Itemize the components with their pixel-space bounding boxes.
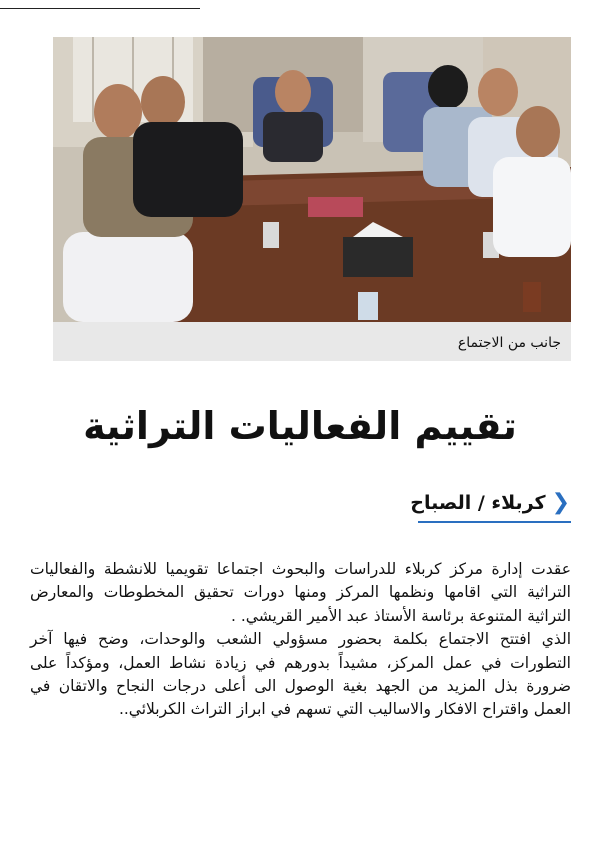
article-body [30, 558, 571, 722]
meeting-photo [53, 37, 571, 322]
photo-caption: جانب من الاجتماع [457, 335, 561, 351]
article-headline: تقييم الفعاليات التراثية [83, 404, 517, 448]
chevron-left-icon: ❮ [551, 490, 570, 515]
photo-frame [53, 37, 571, 361]
paragraph: عقدت إدارة مركز كربلاء للدراسات والبحوث اجتماعا تقويميا للانشطة والفعاليات التراثية التي اقامها ونظمها المركز ومنها دورات تحقيق المخطوطات والمعارض التراثية المتنوعة برئاسة الأستاذ عبد الأمير القريشي. . [30, 560, 571, 625]
byline-text: كربلاء / الصباح [410, 492, 546, 514]
paragraph: الذي افتتح الاجتماع بكلمة بحضور مسؤولي الشعب والوحدات، وضح فيها آخر التطورات في عمل المركز، مشيداً بدورهم في زيادة نشاط العمل، ومؤكداً على ضرورة بذل المزيد من الجهد بغية الوصول الى أعلى درجات النجاح والاتقان في العمل واقتراح الافكار والاساليب التي تسهم في ابراز التراث الكربلائي.. [30, 630, 571, 719]
byline [410, 492, 570, 514]
top-rule [0, 8, 200, 9]
byline-underline [418, 521, 571, 523]
